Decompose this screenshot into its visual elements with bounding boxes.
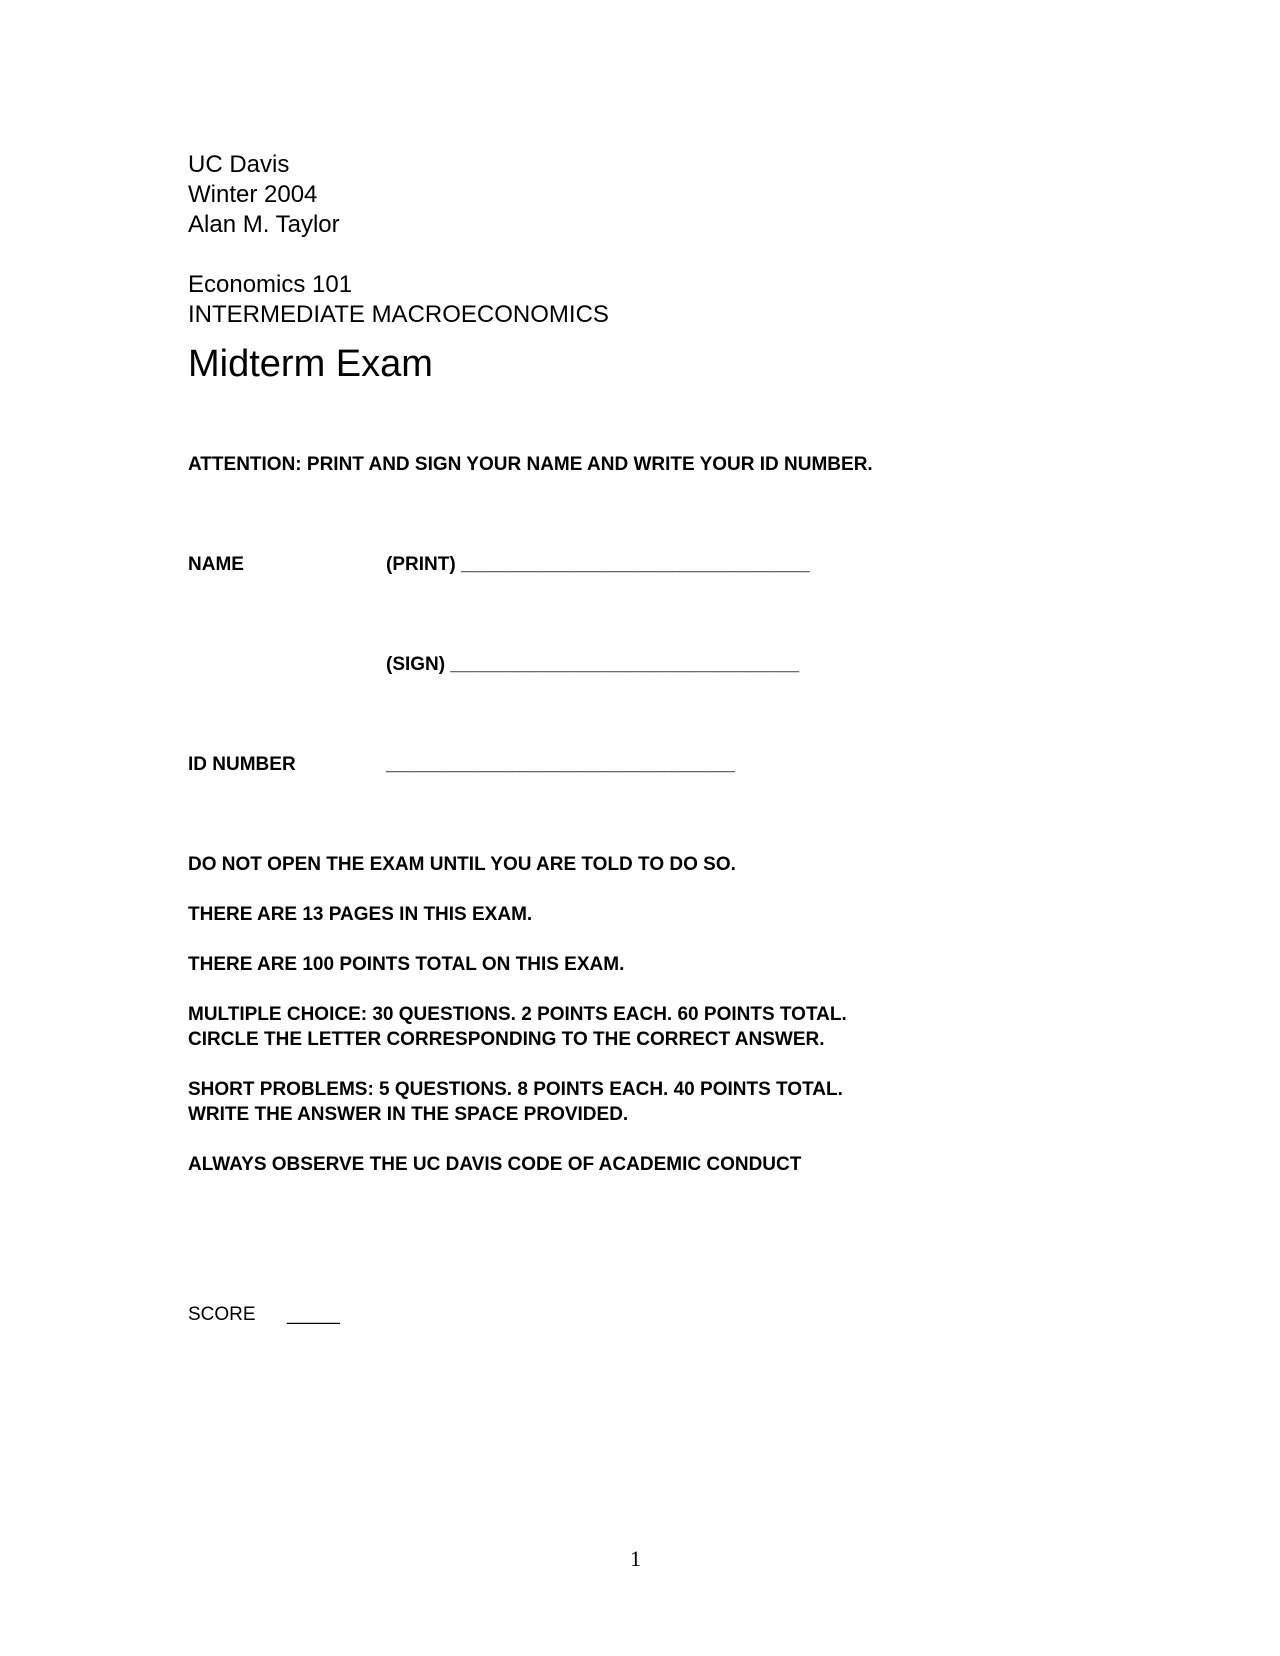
instruction-academic-conduct: ALWAYS OBSERVE THE UC DAVIS CODE OF ACADEMIC CONDUCT: [188, 1154, 802, 1175]
instruction-write-answer: WRITE THE ANSWER IN THE SPACE PROVIDED.: [188, 1104, 629, 1125]
instruction-short-problems: SHORT PROBLEMS: 5 QUESTIONS. 8 POINTS EACH. 40 POINTS TOTAL.: [188, 1079, 843, 1100]
instructor: Alan M. Taylor: [188, 211, 340, 238]
exam-title: Midterm Exam: [188, 343, 433, 385]
course-number: Economics 101: [188, 271, 353, 298]
sign-name-field: (SIGN) _________________________________: [386, 654, 800, 675]
institution: UC Davis: [188, 151, 290, 178]
score-label: SCORE: [188, 1304, 256, 1325]
instruction-circle-letter: CIRCLE THE LETTER CORRESPONDING TO THE CORRECT ANSWER.: [188, 1029, 825, 1050]
instruction-pages: THERE ARE 13 PAGES IN THIS EXAM.: [188, 904, 533, 925]
id-number-field: _________________________________: [386, 754, 735, 775]
attention-notice: ATTENTION: PRINT AND SIGN YOUR NAME AND WRITE YOUR ID NUMBER.: [188, 454, 873, 475]
print-name-field: (PRINT) _________________________________: [386, 554, 810, 575]
term: Winter 2004: [188, 181, 318, 208]
course-title: INTERMEDIATE MACROECONOMICS: [188, 301, 609, 328]
instruction-do-not-open: DO NOT OPEN THE EXAM UNTIL YOU ARE TOLD TO DO SO.: [188, 854, 736, 875]
page-number: 1: [630, 1546, 641, 1571]
id-number-label: ID NUMBER: [188, 754, 296, 775]
name-label: NAME: [188, 554, 244, 575]
score-field: _____: [287, 1304, 340, 1325]
instruction-points: THERE ARE 100 POINTS TOTAL ON THIS EXAM.: [188, 954, 625, 975]
instruction-multiple-choice: MULTIPLE CHOICE: 30 QUESTIONS. 2 POINTS EACH. 60 POINTS TOTAL.: [188, 1004, 847, 1025]
